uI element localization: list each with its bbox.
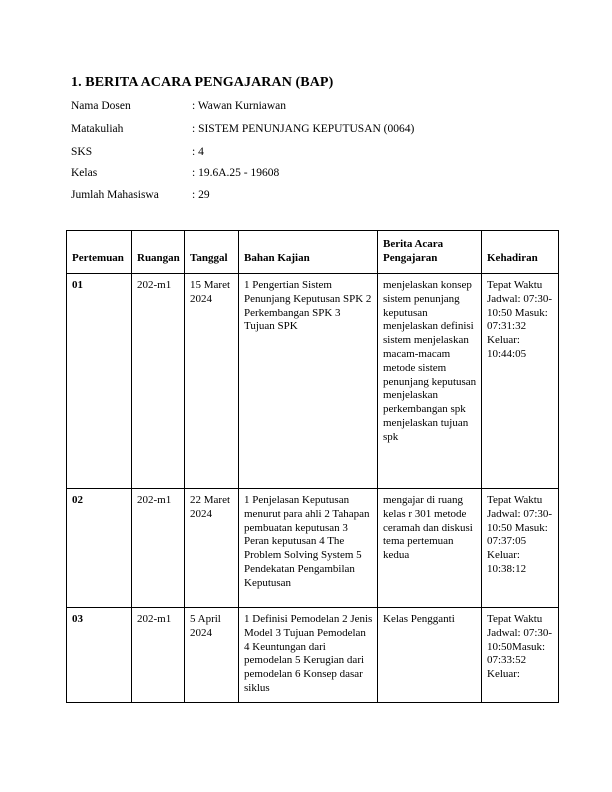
info-label: Matakuliah (71, 123, 124, 135)
info-value: : SISTEM PENUNJANG KEPUTUSAN (0064) (192, 123, 415, 135)
cell-bahan-kajian: 1 Penjelasan Keputusan menurut para ahli 2 Tahapan pembuatan keputusan 3 Peran keputusan 4 The Problem Solving System 5 Pendekatan Pengambilan Keputusan (239, 489, 378, 608)
cell-pertemuan: 03 (67, 608, 132, 703)
header-kehadiran: Kehadiran (482, 231, 559, 274)
info-row-kelas (71, 167, 279, 179)
header-bahan-kajian: Bahan Kajian (239, 231, 378, 274)
info-value: : 4 (192, 146, 204, 158)
cell-berita-acara: menjelaskan konsep sistem penunjang keputusan menjelaskan definisi sistem menjelaskan macam-macam metode sistem penunjang keputusan menjelaskan perkembangan spk menjelaskan tujuan spk (378, 274, 482, 489)
header-pertemuan: Pertemuan (67, 231, 132, 274)
cell-bahan-kajian: 1 Pengertian Sistem Penunjang Keputusan SPK 2 Perkembangan SPK 3 Tujuan SPK (239, 274, 378, 489)
cell-ruangan: 202-m1 (132, 489, 185, 608)
table-row (67, 489, 559, 608)
cell-kehadiran: Tepat Waktu Jadwal: 07:30-10:50Masuk: 07:33:52 Keluar: (482, 608, 559, 703)
bap-table (66, 230, 559, 703)
header-ruangan: Ruangan (132, 231, 185, 274)
cell-pertemuan: 01 (67, 274, 132, 489)
cell-berita-acara: Kelas Pengganti (378, 608, 482, 703)
info-row-matakuliah (71, 123, 414, 135)
cell-tanggal: 5 April 2024 (185, 608, 239, 703)
info-value: : 29 (192, 189, 210, 201)
cell-tanggal: 15 Maret 2024 (185, 274, 239, 489)
header-berita-acara: Berita Acara Pengajaran (378, 231, 482, 274)
header-tanggal: Tanggal (185, 231, 239, 274)
cell-kehadiran: Tepat Waktu Jadwal: 07:30-10:50 Masuk: 07:37:05 Keluar: 10:38:12 (482, 489, 559, 608)
info-value: : 19.6A.25 - 19608 (192, 167, 280, 179)
info-label: Nama Dosen (71, 100, 131, 112)
cell-pertemuan: 02 (67, 489, 132, 608)
info-label: SKS (71, 146, 93, 158)
cell-tanggal: 22 Maret 2024 (185, 489, 239, 608)
info-row-jumlah-mahasiswa (71, 189, 210, 201)
cell-kehadiran: Tepat Waktu Jadwal: 07:30-10:50 Masuk: 07:31:32 Keluar: 10:44:05 (482, 274, 559, 489)
cell-bahan-kajian: 1 Definisi Pemodelan 2 Jenis Model 3 Tujuan Pemodelan 4 Keuntungan dari pemodelan 5 Kerugian dari pemodelan 6 Konsep dasar siklus (239, 608, 378, 703)
cell-ruangan: 202-m1 (132, 608, 185, 703)
table-header-row (67, 231, 559, 274)
cell-berita-acara: mengajar di ruang kelas r 301 metode ceramah dan diskusi tema pertemuan kedua (378, 489, 482, 608)
table-row (67, 274, 559, 489)
page-title: 1. BERITA ACARA PENGAJARAN (BAP) (71, 75, 334, 90)
info-row-nama-dosen (71, 100, 286, 112)
info-label: Kelas (71, 167, 98, 179)
info-value: : Wawan Kurniawan (192, 100, 287, 112)
table-row (67, 608, 559, 703)
info-label: Jumlah Mahasiswa (71, 189, 159, 201)
info-row-sks (71, 146, 204, 158)
cell-ruangan: 202-m1 (132, 274, 185, 489)
